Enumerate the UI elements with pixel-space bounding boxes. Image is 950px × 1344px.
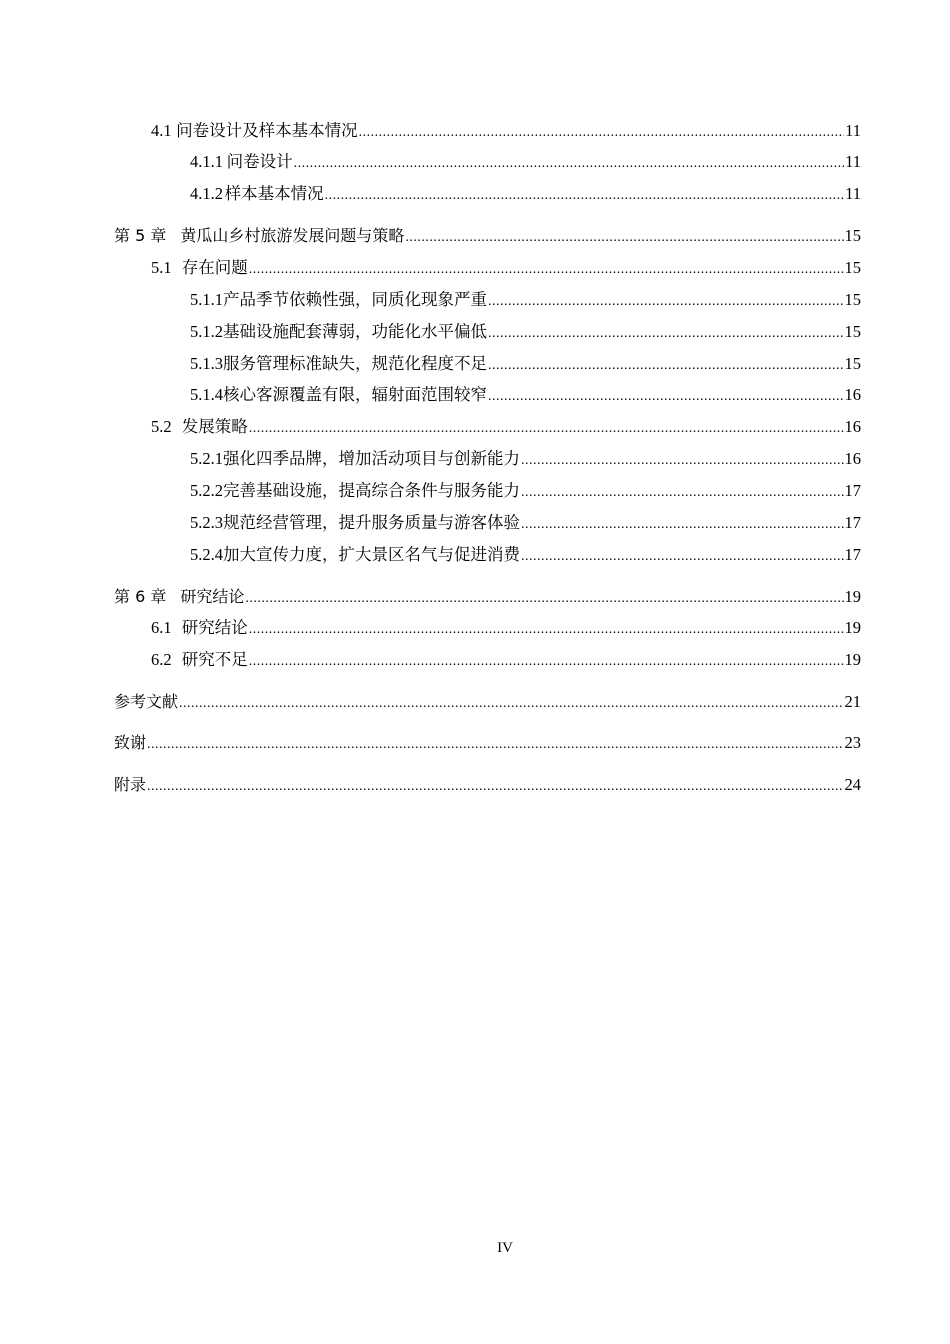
dot-leader xyxy=(147,733,843,757)
dot-leader xyxy=(521,481,844,505)
toc-entry-5-2-1 xyxy=(190,447,861,471)
toc-entry-acknowledgements xyxy=(114,731,861,755)
toc-title: 附录 xyxy=(114,775,147,794)
toc-number: 4.1.2 xyxy=(190,184,223,203)
toc-title: 样本基本情况 xyxy=(224,184,324,203)
toc-entry-5-1-2 xyxy=(190,320,861,344)
toc-title: 完善基础设施，提高综合条件与服务能力 xyxy=(223,481,520,500)
dot-leader xyxy=(294,152,845,176)
dot-leader xyxy=(521,449,844,473)
toc-title: 规范经营管理，提升服务质量与游客体验 xyxy=(223,513,520,532)
toc-entry-5-2-2 xyxy=(190,479,861,503)
toc-entry-chapter-5 xyxy=(114,224,861,248)
toc-chapter-number: 第 5 章 xyxy=(114,226,167,245)
toc-chapter-number: 第 6 章 xyxy=(114,587,167,606)
toc-page-number: 17 xyxy=(844,513,861,532)
toc-title: 产品季节依赖性强，同质化现象严重 xyxy=(223,290,487,309)
toc-page-number: 17 xyxy=(844,545,861,564)
toc-title: 黄瓜山乡村旅游发展问题与策略 xyxy=(180,226,405,245)
toc-entry-5-2-3 xyxy=(190,511,861,535)
dot-leader xyxy=(521,513,844,537)
dot-leader xyxy=(249,650,844,674)
toc-number: 5.2.1 xyxy=(190,449,223,468)
toc-entry-references xyxy=(114,690,861,714)
dot-leader xyxy=(488,354,844,378)
dot-leader xyxy=(488,385,844,409)
toc-title: 研究结论 xyxy=(181,618,248,637)
toc-page-number: 24 xyxy=(844,775,861,794)
toc-number: 6.1 xyxy=(151,618,172,637)
toc-number: 5.1.2 xyxy=(190,322,223,341)
toc-title: 研究结论 xyxy=(180,587,245,606)
toc-page-number: 15 xyxy=(844,258,861,277)
toc-page-number: 15 xyxy=(844,322,861,341)
toc-entry-5-2 xyxy=(151,415,861,439)
dot-leader xyxy=(325,184,845,208)
toc-entry-5-1-1 xyxy=(190,288,861,312)
toc-page-number: 11 xyxy=(845,121,861,140)
dot-leader xyxy=(488,322,844,346)
page-footer-number: IV xyxy=(497,1240,513,1256)
toc-page-number: 21 xyxy=(844,692,861,711)
toc-page-number: 19 xyxy=(844,650,861,669)
toc-title: 加大宣传力度，扩大景区名气与促进消费 xyxy=(223,545,520,564)
dot-leader xyxy=(245,587,843,611)
toc-number: 5.1 xyxy=(151,258,172,277)
toc-page-number: 11 xyxy=(845,184,861,203)
toc-title: 服务管理标准缺失，规范化程度不足 xyxy=(223,354,487,373)
toc-page-number: 23 xyxy=(844,733,861,752)
toc-number: 6.2 xyxy=(151,650,172,669)
toc-title: 核心客源覆盖有限，辐射面范围较窄 xyxy=(223,385,487,404)
dot-leader xyxy=(249,258,844,282)
toc-title: 问卷设计及样本基本情况 xyxy=(176,121,358,140)
toc-title: 参考文献 xyxy=(114,692,179,711)
toc-page-number: 17 xyxy=(844,481,861,500)
dot-leader xyxy=(249,618,844,642)
dot-leader xyxy=(147,775,843,799)
toc-entry-5-1 xyxy=(151,256,861,280)
toc-number: 4.1 xyxy=(151,121,172,140)
toc-entry-4-1-1 xyxy=(190,150,861,174)
dot-leader xyxy=(405,226,843,250)
toc-number: 5.2 xyxy=(151,417,172,436)
dot-leader xyxy=(249,417,844,441)
toc-title: 发展策略 xyxy=(181,417,248,436)
toc-entry-6-1 xyxy=(151,616,861,640)
toc-page-number: 11 xyxy=(845,152,861,171)
toc-entry-4-1 xyxy=(151,119,861,143)
toc-page-number: 15 xyxy=(844,226,861,245)
toc-entry-4-1-2 xyxy=(190,182,861,206)
toc-title: 问卷设计 xyxy=(226,152,293,171)
toc-number: 5.1.3 xyxy=(190,354,223,373)
toc-page-number: 16 xyxy=(844,417,861,436)
toc-entry-5-2-4 xyxy=(190,543,861,567)
toc-title: 致谢 xyxy=(114,733,147,752)
toc-entry-appendix xyxy=(114,773,861,797)
toc-title: 强化四季品牌，增加活动项目与创新能力 xyxy=(223,449,520,468)
toc-page-number: 15 xyxy=(844,290,861,309)
toc-number: 5.1.4 xyxy=(190,385,223,404)
toc-number: 5.2.2 xyxy=(190,481,223,500)
toc-title: 存在问题 xyxy=(181,258,248,277)
toc-page-number: 15 xyxy=(844,354,861,373)
dot-leader xyxy=(521,545,844,569)
toc-page-number: 19 xyxy=(844,587,861,606)
toc-entry-5-1-4 xyxy=(190,383,861,407)
dot-leader xyxy=(179,692,843,716)
toc-number: 5.1.1 xyxy=(190,290,223,309)
toc-title: 基础设施配套薄弱，功能化水平偏低 xyxy=(223,322,487,341)
toc-entry-5-1-3 xyxy=(190,352,861,376)
toc-number: 5.2.3 xyxy=(190,513,223,532)
toc-page-number: 16 xyxy=(844,385,861,404)
toc-entry-chapter-6 xyxy=(114,585,861,609)
toc-number: 4.1.1 xyxy=(190,152,223,171)
toc-number: 5.2.4 xyxy=(190,545,223,564)
dot-leader xyxy=(488,290,844,314)
toc-page-number: 16 xyxy=(844,449,861,468)
dot-leader xyxy=(359,121,845,145)
toc-title: 研究不足 xyxy=(181,650,248,669)
toc-entry-6-2 xyxy=(151,648,861,672)
toc-page-number: 19 xyxy=(844,618,861,637)
